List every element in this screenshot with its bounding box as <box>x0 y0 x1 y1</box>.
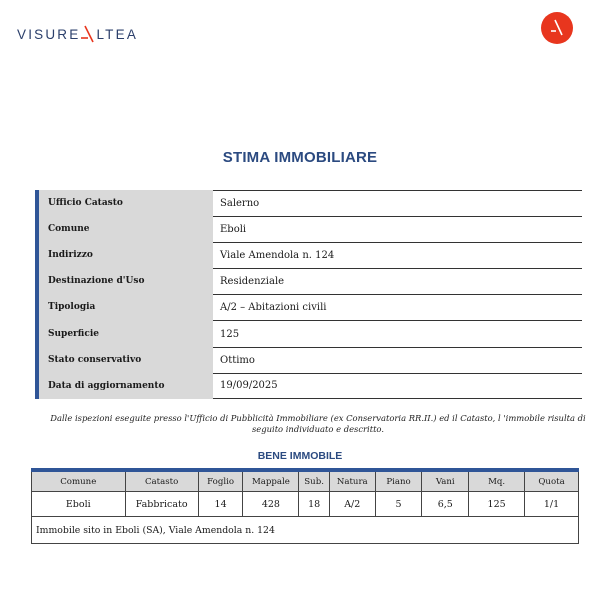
info-label: Tipologia <box>39 294 213 320</box>
table-cell: Fabbricato <box>125 492 198 517</box>
table-cell: 6,5 <box>422 492 469 517</box>
column-header: Vani <box>422 472 469 492</box>
page-title: STIMA IMMOBILIARE <box>222 149 378 166</box>
info-value: Eboli <box>213 216 582 242</box>
info-label: Stato conservativo <box>39 347 213 373</box>
logo-text-right: LTEA <box>96 26 139 42</box>
visure-altea-logo <box>17 25 138 43</box>
column-header: Quota <box>525 472 579 492</box>
info-label: Indirizzo <box>39 242 213 268</box>
info-label: Comune <box>39 216 213 242</box>
info-row <box>35 320 582 346</box>
table-cell: 5 <box>375 492 422 517</box>
info-row <box>35 294 582 320</box>
info-row <box>35 242 582 268</box>
table-row <box>32 492 579 517</box>
table-header-row <box>32 472 579 492</box>
table-description-row <box>32 517 579 544</box>
info-row <box>35 268 582 294</box>
property-info-table <box>35 190 582 399</box>
info-value: Ottimo <box>213 347 582 373</box>
inspection-note: Dalle ispezioni eseguite presso l'Ufficio di Pubblicità Immobiliare (ex Conservatoria RR.II.) ed il Catasto, l 'immobile risulta di seguito individuato e descritto. <box>50 413 586 434</box>
column-header: Catasto <box>125 472 198 492</box>
table-cell: 125 <box>469 492 525 517</box>
column-header: Mq. <box>469 472 525 492</box>
table-cell: 14 <box>198 492 243 517</box>
altea-badge-icon <box>541 12 573 44</box>
column-header: Mappale <box>243 472 299 492</box>
logo-slash-icon <box>81 25 95 43</box>
logo-text-left: VISURE <box>17 26 81 42</box>
info-value: Viale Amendola n. 124 <box>213 242 582 268</box>
info-label: Destinazione d'Uso <box>39 268 213 294</box>
info-value: Salerno <box>213 190 582 216</box>
info-accent-bar <box>35 190 39 399</box>
table-cell: Eboli <box>32 492 126 517</box>
info-row <box>35 347 582 373</box>
info-value: Residenziale <box>213 268 582 294</box>
info-value: 19/09/2025 <box>213 373 582 399</box>
info-value: 125 <box>213 320 582 346</box>
column-header: Piano <box>375 472 422 492</box>
section-title-bene-immobile: BENE IMMOBILE <box>257 450 343 462</box>
table-cell: 1/1 <box>525 492 579 517</box>
info-label: Data di aggiornamento <box>39 373 213 399</box>
property-description: Immobile sito in Eboli (SA), Viale Amendola n. 124 <box>32 517 579 544</box>
info-label: Ufficio Catasto <box>39 190 213 216</box>
column-header: Natura <box>329 472 375 492</box>
info-row <box>35 216 582 242</box>
bene-immobile-table <box>31 472 579 544</box>
table-cell: 18 <box>299 492 330 517</box>
info-label: Superficie <box>39 320 213 346</box>
column-header: Foglio <box>198 472 243 492</box>
info-value: A/2 – Abitazioni civili <box>213 294 582 320</box>
column-header: Comune <box>32 472 126 492</box>
info-row <box>35 373 582 399</box>
table-cell: 428 <box>243 492 299 517</box>
table-cell: A/2 <box>329 492 375 517</box>
info-row <box>35 190 582 216</box>
column-header: Sub. <box>299 472 330 492</box>
